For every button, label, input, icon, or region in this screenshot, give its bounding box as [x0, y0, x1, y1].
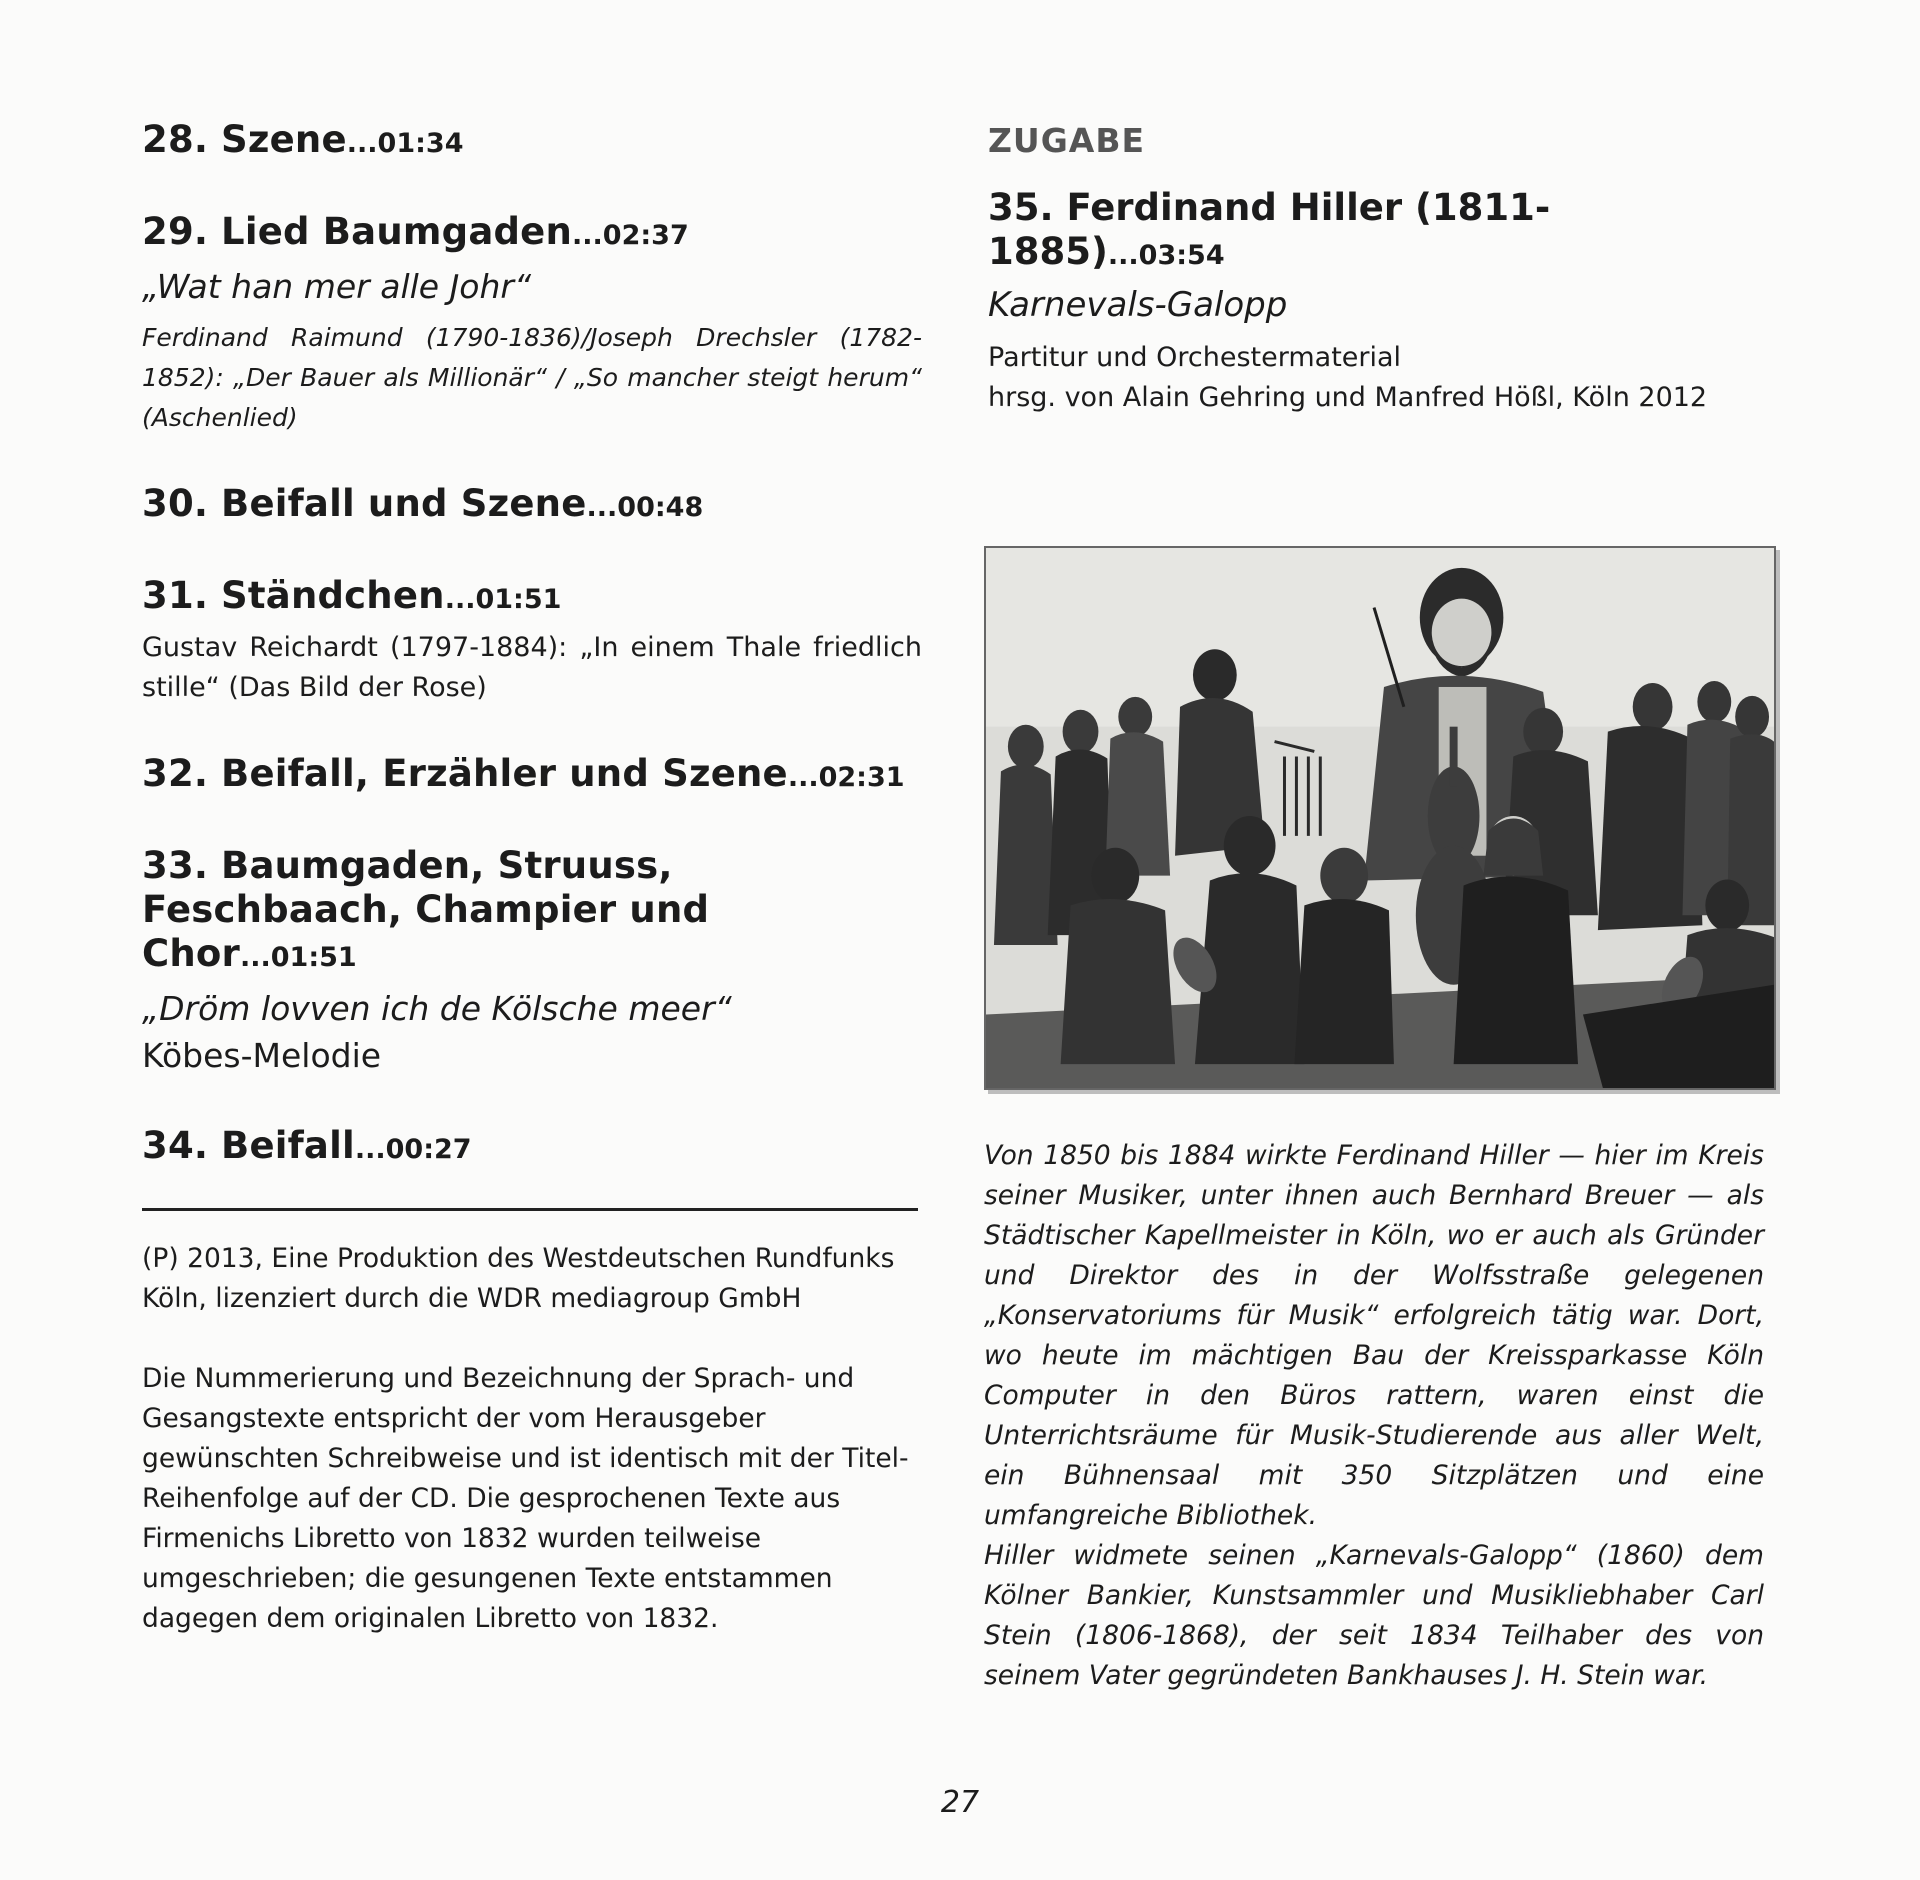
track-29: [142, 210, 922, 438]
track-dots: ...: [787, 762, 819, 793]
track-name: Lied Baumgaden: [221, 210, 573, 253]
illustration-caption: [984, 1136, 1764, 1696]
track-duration: 01:51: [475, 584, 562, 615]
track-duration: 02:31: [818, 762, 905, 793]
edition-line-1: Partitur und Orchestermaterial: [988, 342, 1402, 373]
track-credit: Gustav Reichardt (1797-1884): „In einem Thale friedlich stille“ (Das Bild der Rose): [142, 632, 922, 703]
track-dots: ...: [346, 128, 378, 159]
track-duration: 01:51: [270, 942, 357, 973]
track-name: Baumgaden, Struuss, Feschbaach, Champier und Chor: [142, 844, 710, 975]
track-dots: ...: [239, 942, 271, 973]
track-title: [142, 482, 922, 530]
track-number: 35.: [988, 186, 1054, 229]
page-number: 27: [940, 1785, 980, 1820]
edition-line-2: hrsg. von Alain Gehring und Manfred Hößl, Köln 2012: [988, 382, 1708, 413]
track-name: Szene: [221, 118, 347, 161]
track-number: 33.: [142, 844, 209, 887]
track-title: [142, 574, 922, 622]
track-dots: ...: [572, 220, 603, 251]
illustration-drawing: [986, 548, 1774, 1088]
track-34: [142, 1124, 922, 1172]
track-35-title: [988, 186, 1778, 278]
track-35-subtitle: Karnevals-Galopp: [988, 285, 1288, 325]
track-number: 29.: [142, 210, 209, 253]
track-title: [142, 752, 922, 800]
track-duration: 01:34: [377, 128, 464, 159]
track-title: [142, 1124, 922, 1172]
divider-rule: [142, 1208, 918, 1211]
track-duration: 03:54: [1138, 240, 1225, 271]
track-title: [142, 844, 922, 980]
track-name: Beifall und Szene: [221, 482, 587, 525]
illustration-hiller-musicians: [984, 546, 1776, 1090]
track-title: [142, 118, 922, 166]
copyright-note: (P) 2013, Eine Produktion des Westdeutschen Rundfunks Köln, lizenziert durch die WDR mediagroup GmbH: [142, 1243, 895, 1314]
track-duration: 00:48: [617, 492, 704, 523]
track-name: Ständchen: [221, 574, 445, 617]
track-list-left: [142, 118, 922, 1679]
track-duration: 02:37: [602, 220, 689, 251]
track-subtitle: „Wat han mer alle Johr“: [142, 267, 532, 306]
encore-heading: ZUGABE: [988, 121, 1146, 160]
track-31: [142, 574, 922, 708]
track-number: 30.: [142, 482, 209, 525]
track-name: Beifall, Erzähler und Szene: [221, 752, 788, 795]
track-dots: ...: [1107, 240, 1139, 271]
track-32: [142, 752, 922, 800]
track-name: Ferdinand Hiller (1811-1885): [988, 186, 1551, 273]
track-duration: 00:27: [385, 1134, 472, 1165]
track-number: 28.: [142, 118, 209, 161]
track-number: 32.: [142, 752, 209, 795]
track-title: [142, 210, 922, 258]
track-name: Beifall: [221, 1124, 355, 1167]
track-dots: ...: [354, 1134, 386, 1165]
track-28: [142, 118, 922, 166]
track-number: 34.: [142, 1124, 209, 1167]
track-number: 31.: [142, 574, 209, 617]
track-30: [142, 482, 922, 530]
track-33: [142, 844, 922, 1080]
track-credit: Ferdinand Raimund (1790-1836)/Joseph Drechsler (1782-1852): „Der Bauer als Millionär“ / „So mancher steigt herum“ (Aschenlied): [142, 323, 922, 432]
track-subtitle: „Dröm lovven ich de Kölsche meer“: [142, 989, 732, 1028]
track-melody: Köbes-Melodie: [142, 1036, 382, 1075]
encore-section: [988, 118, 1778, 418]
track-dots: ...: [444, 584, 476, 615]
caption-paragraph-1: Von 1850 bis 1884 wirkte Ferdinand Hiller — hier im Kreis seiner Musiker, unter ihnen auch Bernhard Breuer — als Städtischer Kapellmeister in Köln, wo er auch als Gründer und Direktor des in der Wolfsstraße gelegenen „Konservatoriums für Musik“ erfolgreich tätig war. Dort, wo heute im mächtigen Bau der Kreissparkasse Köln Computer in den Büros rattern, waren einst die Unterrichtsräume für Musik-Studierende aus aller Welt, ein Bühnensaal mit 350 Sitzplätzen und eine umfangreiche Bibliothek.: [984, 1140, 1764, 1531]
numbering-note: Die Nummerierung und Bezeichnung der Sprach- und Gesangstexte entspricht der vom Herausgeber gewünschten Schreibweise und ist identisch mit der Titel-Reihenfolge auf der CD. Die gesprochenen Texte aus Firmenichs Libretto von 1832 wurden teilweise umgeschrieben; die gesungenen Texte entstammen dagegen dem originalen Libretto von 1832.: [142, 1363, 909, 1634]
caption-paragraph-2: Hiller widmete seinen „Karnevals-Galopp“ (1860) dem Kölner Bankier, Kunstsammler und Musikliebhaber Carl Stein (1806-1868), der seit 1834 Teilhaber des von seinem Vater gegründeten Bankhauses J. H. Stein war.: [984, 1540, 1764, 1691]
track-dots: ...: [586, 492, 618, 523]
